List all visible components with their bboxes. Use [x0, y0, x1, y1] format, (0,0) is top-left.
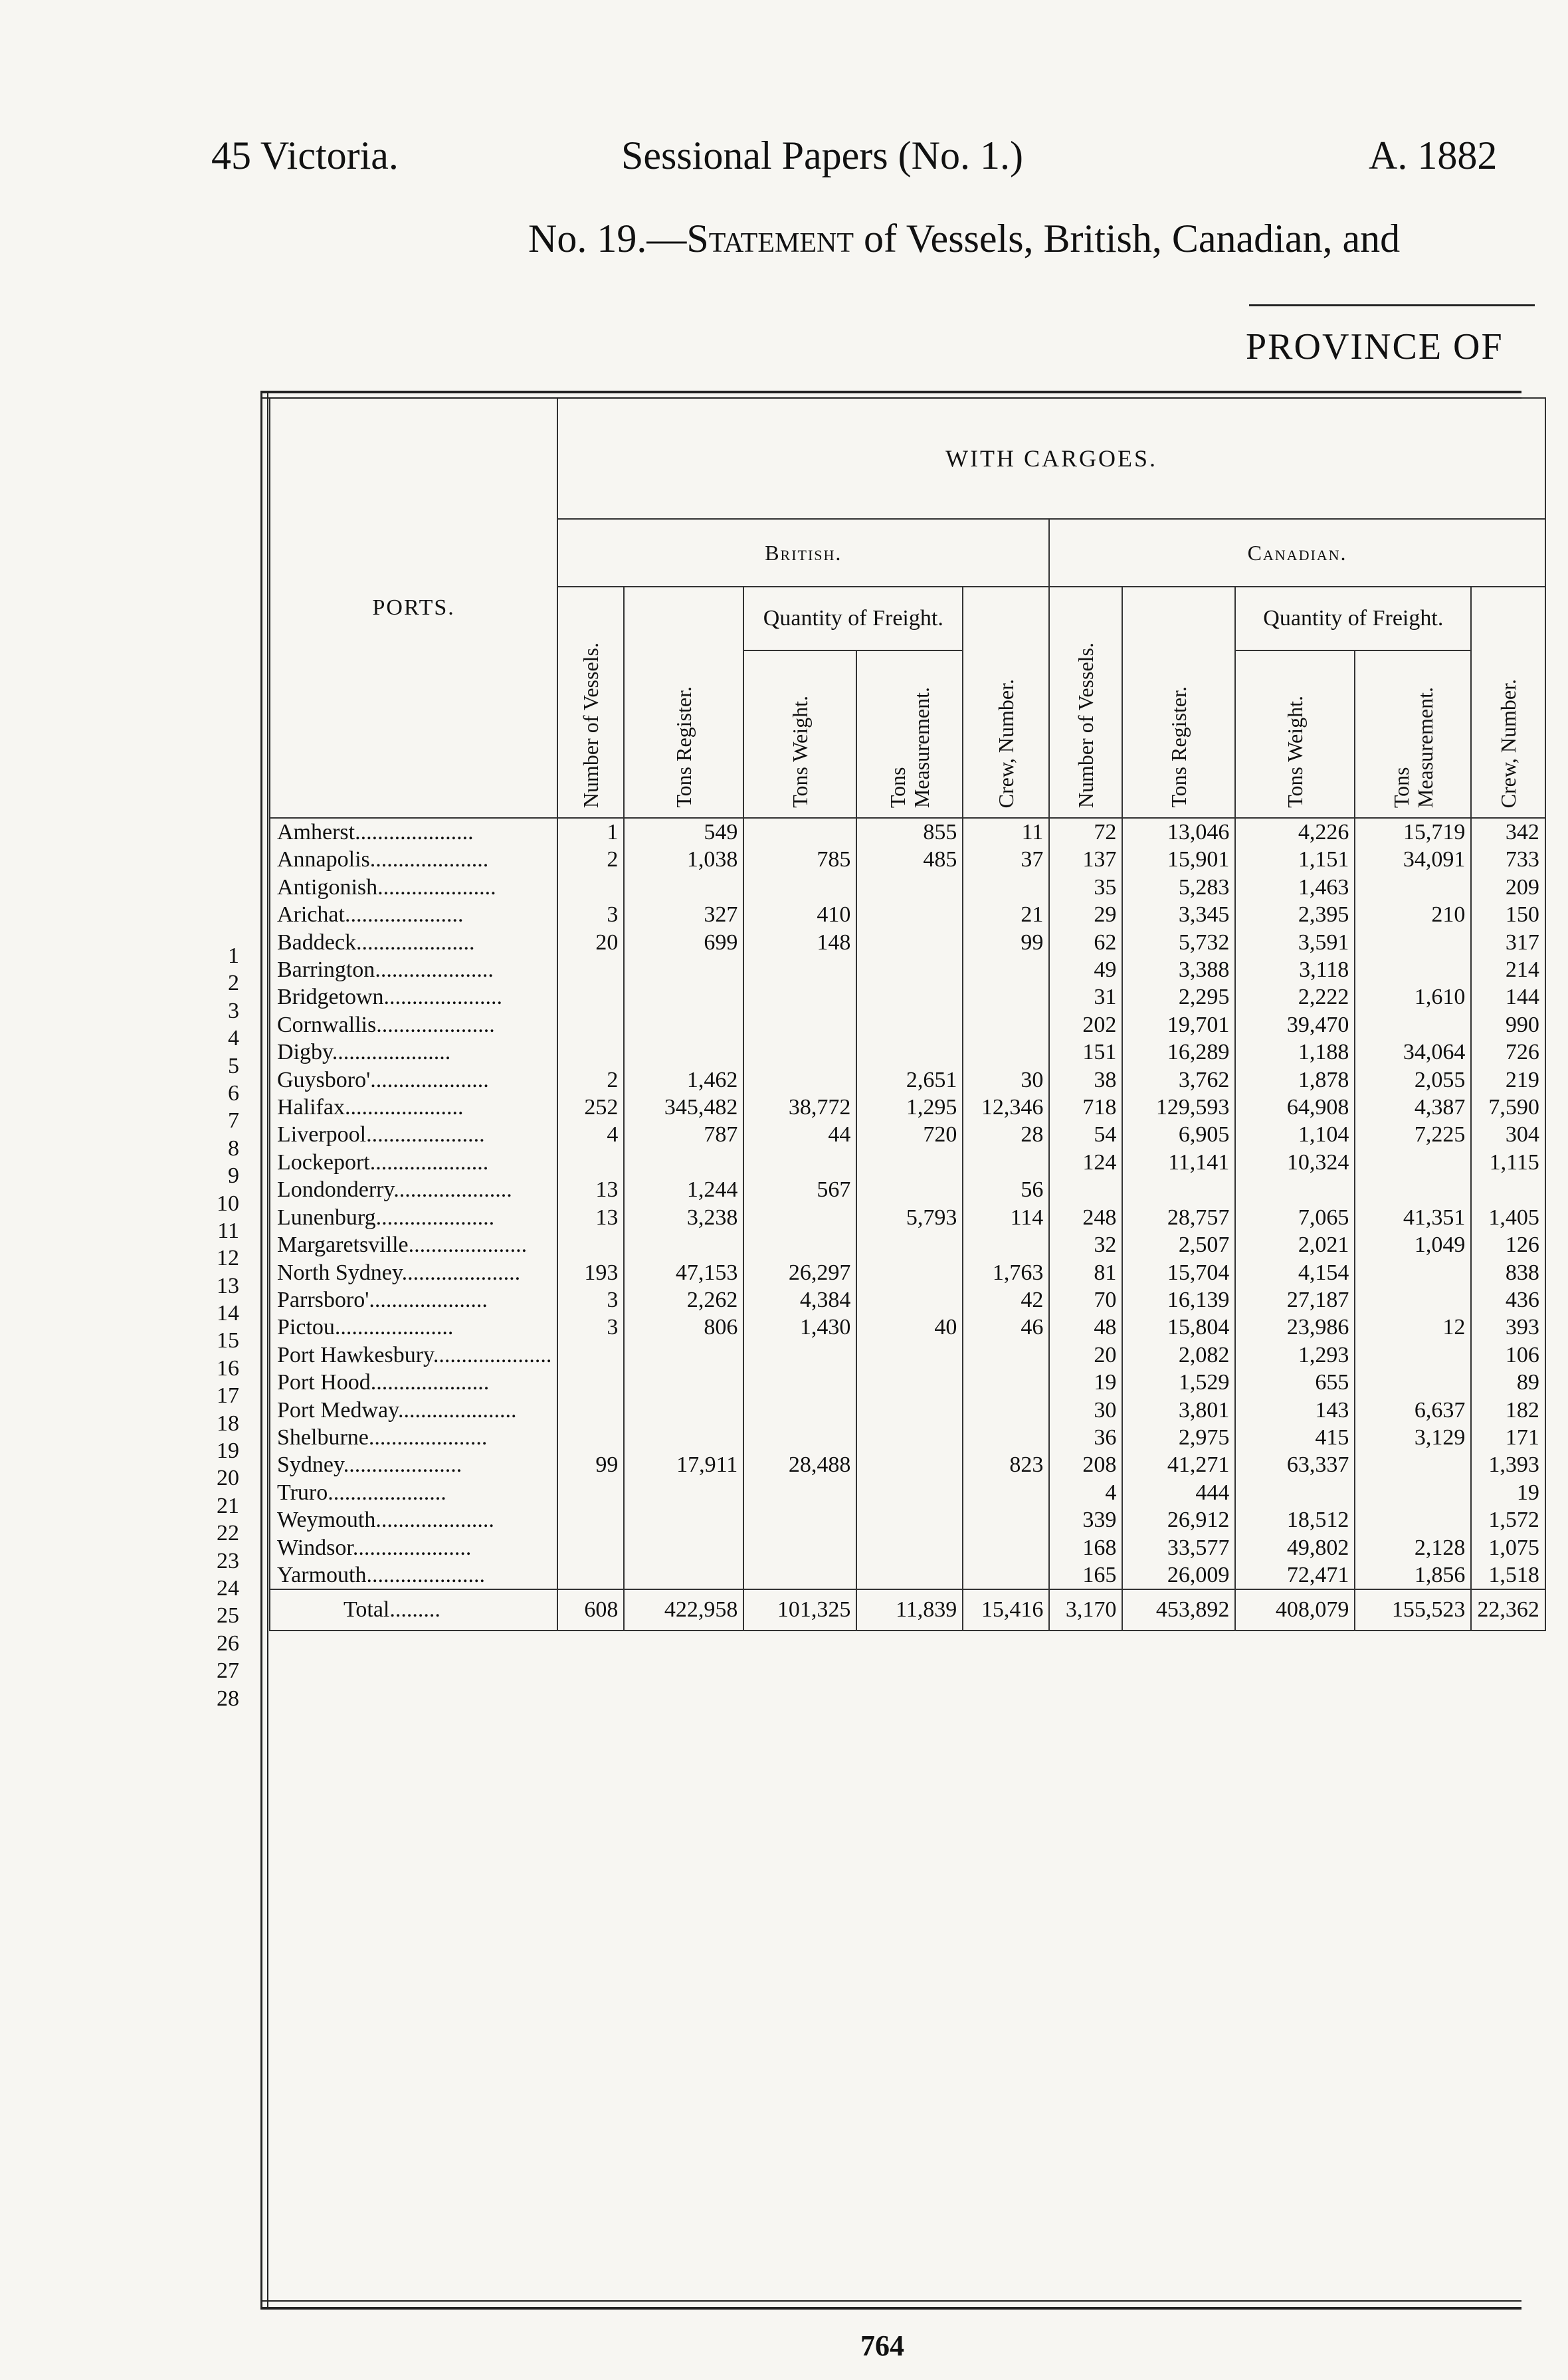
cell-c-weight: 1,188 [1235, 1039, 1355, 1066]
with-cargoes-header: WITH CARGOES. [557, 398, 1545, 519]
statement-word: Statement [686, 217, 854, 260]
table-frame [260, 391, 1521, 2310]
cell-c-weight: 1,151 [1235, 846, 1355, 873]
cell-b-measure: 485 [856, 846, 963, 873]
cell-c-crew: 209 [1471, 874, 1545, 901]
cell-c-tons: 444 [1122, 1479, 1235, 1506]
cell-b-measure: 720 [856, 1121, 963, 1148]
cell-c-weight: 1,463 [1235, 874, 1355, 901]
port-name: Parrsboro'..................... [270, 1286, 557, 1314]
line-number: 7 [228, 1108, 239, 1134]
total-b-tons: 422,958 [624, 1589, 743, 1631]
line-number: 20 [217, 1466, 239, 1491]
cell-b-vessels: 3 [557, 1286, 624, 1314]
cell-b-vessels: 2 [557, 1066, 624, 1094]
cell-b-vessels: 252 [557, 1094, 624, 1121]
cell-c-crew: 1,393 [1471, 1451, 1545, 1478]
cell-b-weight: 38,772 [743, 1094, 856, 1121]
port-name: North Sydney..................... [270, 1259, 557, 1286]
line-number: 5 [228, 1053, 239, 1078]
cell-b-vessels: 13 [557, 1176, 624, 1203]
port-name: Sydney..................... [270, 1451, 557, 1478]
cell-c-weight: 655 [1235, 1369, 1355, 1396]
cell-b-crew: 11 [963, 818, 1049, 846]
col-b-vessels: Number of Vessels. [557, 587, 624, 818]
cell-c-weight: 49,802 [1235, 1534, 1355, 1561]
cell-b-tons: 1,244 [624, 1176, 743, 1203]
cell-c-crew: 171 [1471, 1424, 1545, 1451]
line-number: 10 [217, 1191, 239, 1216]
cell-c-vessels: 20 [1049, 1341, 1122, 1369]
cell-c-vessels: 168 [1049, 1534, 1122, 1561]
cell-c-vessels: 49 [1049, 956, 1122, 983]
cell-c-crew: 726 [1471, 1039, 1545, 1066]
cell-c-weight: 72,471 [1235, 1561, 1355, 1589]
cell-b-crew: 99 [963, 929, 1049, 956]
cell-c-tons: 33,577 [1122, 1534, 1235, 1561]
cell-b-weight: 1,430 [743, 1314, 856, 1341]
cell-b-weight: 785 [743, 846, 856, 873]
cell-c-vessels: 72 [1049, 818, 1122, 846]
cell-c-crew: 393 [1471, 1314, 1545, 1341]
cell-c-tons: 2,975 [1122, 1424, 1235, 1451]
cell-c-tons: 28,757 [1122, 1204, 1235, 1231]
cell-c-tons: 26,009 [1122, 1561, 1235, 1589]
port-name: Londonderry..................... [270, 1176, 557, 1203]
cell-c-weight: 2,395 [1235, 901, 1355, 928]
line-number: 21 [217, 1493, 239, 1518]
line-number: 13 [217, 1273, 239, 1298]
cell-c-tons: 2,295 [1122, 983, 1235, 1011]
cell-c-vessels: 54 [1049, 1121, 1122, 1148]
ports-header: PORTS. [270, 398, 557, 818]
cell-c-tons: 2,082 [1122, 1341, 1235, 1369]
cell-c-crew: 214 [1471, 956, 1545, 983]
cell-c-tons: 13,046 [1122, 818, 1235, 846]
header-center: Sessional Papers (No. 1.) [621, 134, 1023, 177]
cell-c-measure: 7,225 [1355, 1121, 1471, 1148]
cell-b-tons: 47,153 [624, 1259, 743, 1286]
cell-b-tons: 327 [624, 901, 743, 928]
cell-c-vessels: 339 [1049, 1506, 1122, 1534]
cell-c-weight: 3,591 [1235, 929, 1355, 956]
cell-c-vessels: 62 [1049, 929, 1122, 956]
cell-b-tons: 2,262 [624, 1286, 743, 1314]
cell-b-tons: 806 [624, 1314, 743, 1341]
line-number: 25 [217, 1603, 239, 1629]
cell-c-weight: 39,470 [1235, 1011, 1355, 1039]
col-b-crew: Crew, Number. [963, 587, 1049, 818]
cell-c-vessels: 29 [1049, 901, 1122, 928]
cell-c-weight: 143 [1235, 1397, 1355, 1424]
cell-c-weight: 23,986 [1235, 1314, 1355, 1341]
line-number: 4 [228, 1026, 239, 1051]
cell-b-measure: 1,295 [856, 1094, 963, 1121]
cell-c-tons: 6,905 [1122, 1121, 1235, 1148]
cell-b-tons: 549 [624, 818, 743, 846]
cell-c-vessels: 4 [1049, 1479, 1122, 1506]
port-name: Amherst..................... [270, 818, 557, 846]
cell-b-tons: 1,038 [624, 846, 743, 873]
cell-c-crew: 304 [1471, 1121, 1545, 1148]
cell-c-measure: 41,351 [1355, 1204, 1471, 1231]
cell-c-weight: 63,337 [1235, 1451, 1355, 1478]
cell-b-tons: 17,911 [624, 1451, 743, 1478]
frame-left-rule [260, 391, 262, 2310]
cell-c-vessels: 19 [1049, 1369, 1122, 1396]
cell-c-crew: 1,572 [1471, 1506, 1545, 1534]
cell-b-vessels: 2 [557, 846, 624, 873]
port-name: Port Hood..................... [270, 1369, 557, 1396]
cell-c-measure: 2,055 [1355, 1066, 1471, 1094]
port-name: Port Hawkesbury..................... [270, 1341, 557, 1369]
line-number: 18 [217, 1411, 239, 1436]
cell-c-crew: 733 [1471, 846, 1545, 873]
cell-c-crew: 89 [1471, 1369, 1545, 1396]
total-b-measure: 11,839 [856, 1589, 963, 1631]
cell-c-vessels: 124 [1049, 1149, 1122, 1176]
canadian-header: Canadian. [1049, 519, 1545, 587]
total-b-weight: 101,325 [743, 1589, 856, 1631]
cell-b-vessels: 3 [557, 901, 624, 928]
cell-b-measure: 5,793 [856, 1204, 963, 1231]
port-name: Port Medway..................... [270, 1397, 557, 1424]
cell-c-tons: 3,801 [1122, 1397, 1235, 1424]
cell-b-measure: 40 [856, 1314, 963, 1341]
cell-c-weight: 1,104 [1235, 1121, 1355, 1148]
total-c-measure: 155,523 [1355, 1589, 1471, 1631]
col-c-crew: Crew, Number. [1471, 587, 1545, 818]
col-b-tons-measure: Tons Measurement. [856, 650, 963, 818]
cell-c-measure: 6,637 [1355, 1397, 1471, 1424]
col-b-tons-weight: Tons Weight. [743, 650, 856, 818]
cell-b-vessels: 193 [557, 1259, 624, 1286]
cell-b-crew: 56 [963, 1176, 1049, 1203]
line-number: 23 [217, 1548, 239, 1573]
cell-b-weight: 567 [743, 1176, 856, 1203]
port-name: Yarmouth..................... [270, 1561, 557, 1589]
cell-c-tons: 41,271 [1122, 1451, 1235, 1478]
cell-b-tons: 1,462 [624, 1066, 743, 1094]
cell-c-weight: 4,226 [1235, 818, 1355, 846]
total-c-weight: 408,079 [1235, 1589, 1355, 1631]
cell-c-tons: 3,388 [1122, 956, 1235, 983]
province-rule [1249, 304, 1535, 306]
cell-b-vessels: 4 [557, 1121, 624, 1148]
col-c-quantity: Quantity of Freight. [1235, 587, 1471, 650]
cell-c-crew: 19 [1471, 1479, 1545, 1506]
cell-c-tons: 15,901 [1122, 846, 1235, 873]
port-name: Lockeport..................... [270, 1149, 557, 1176]
cell-c-measure: 2,128 [1355, 1534, 1471, 1561]
cell-b-vessels: 1 [557, 818, 624, 846]
frame-left-rule-inner [267, 391, 268, 2310]
cell-b-measure: 2,651 [856, 1066, 963, 1094]
line-number: 26 [217, 1631, 239, 1656]
port-name: Annapolis..................... [270, 846, 557, 873]
cell-c-measure: 1,610 [1355, 983, 1471, 1011]
cell-b-tons: 3,238 [624, 1204, 743, 1231]
line-numbers [199, 942, 239, 1712]
cell-c-weight: 18,512 [1235, 1506, 1355, 1534]
cell-c-crew: 1,405 [1471, 1204, 1545, 1231]
port-name: Truro..................... [270, 1479, 557, 1506]
cell-c-crew: 126 [1471, 1231, 1545, 1258]
cell-b-tons: 699 [624, 929, 743, 956]
cell-b-crew: 42 [963, 1286, 1049, 1314]
port-name: Antigonish..................... [270, 874, 557, 901]
cell-c-vessels: 38 [1049, 1066, 1122, 1094]
cell-b-weight: 44 [743, 1121, 856, 1148]
cell-b-crew: 1,763 [963, 1259, 1049, 1286]
cell-c-measure: 1,049 [1355, 1231, 1471, 1258]
cell-b-weight: 28,488 [743, 1451, 856, 1478]
cell-c-crew: 219 [1471, 1066, 1545, 1094]
cell-c-measure: 1,856 [1355, 1561, 1471, 1589]
cell-c-measure: 12 [1355, 1314, 1471, 1341]
cell-c-crew: 317 [1471, 929, 1545, 956]
cell-b-weight: 4,384 [743, 1286, 856, 1314]
port-name: Halifax..................... [270, 1094, 557, 1121]
cell-b-crew: 37 [963, 846, 1049, 873]
cell-c-vessels: 35 [1049, 874, 1122, 901]
port-name: Margaretsville..................... [270, 1231, 557, 1258]
cell-c-vessels: 202 [1049, 1011, 1122, 1039]
cell-c-tons: 19,701 [1122, 1011, 1235, 1039]
cell-b-weight: 26,297 [743, 1259, 856, 1286]
frame-bottom-rule [260, 2307, 1521, 2310]
cell-c-measure: 34,091 [1355, 846, 1471, 873]
line-number: 28 [217, 1686, 239, 1711]
total-c-crew: 22,362 [1471, 1589, 1545, 1631]
cell-c-crew: 1,075 [1471, 1534, 1545, 1561]
cell-b-vessels: 99 [557, 1451, 624, 1478]
cell-c-weight: 7,065 [1235, 1204, 1355, 1231]
line-number: 15 [217, 1328, 239, 1353]
cell-c-crew: 1,115 [1471, 1149, 1545, 1176]
col-b-tons-register: Tons Register. [624, 587, 743, 818]
line-number: 16 [217, 1355, 239, 1381]
col-c-tons-measure: Tons Measurement. [1355, 650, 1471, 818]
port-name: Digby..................... [270, 1039, 557, 1066]
british-header: British. [557, 519, 1049, 587]
cell-c-vessels: 48 [1049, 1314, 1122, 1341]
cell-c-tons: 11,141 [1122, 1149, 1235, 1176]
cell-c-measure: 210 [1355, 901, 1471, 928]
port-name: Shelburne..................... [270, 1424, 557, 1451]
cell-b-vessels: 20 [557, 929, 624, 956]
cell-b-weight: 410 [743, 901, 856, 928]
cell-c-vessels: 137 [1049, 846, 1122, 873]
col-b-quantity: Quantity of Freight. [743, 587, 963, 650]
cell-c-weight: 2,021 [1235, 1231, 1355, 1258]
cell-c-vessels: 36 [1049, 1424, 1122, 1451]
line-number: 17 [217, 1383, 239, 1409]
statement-rest: of Vessels, British, Canadian, and [853, 217, 1401, 260]
cell-c-tons: 2,507 [1122, 1231, 1235, 1258]
col-c-vessels: Number of Vessels. [1049, 587, 1122, 818]
cell-c-crew: 342 [1471, 818, 1545, 846]
statement-title [528, 216, 1400, 262]
cell-b-crew: 114 [963, 1204, 1049, 1231]
line-number: 11 [217, 1218, 239, 1243]
line-number: 19 [217, 1438, 239, 1464]
cell-c-measure: 15,719 [1355, 818, 1471, 846]
cell-c-measure: 34,064 [1355, 1039, 1471, 1066]
port-name: Lunenburg..................... [270, 1204, 557, 1231]
frame-top-rule-inner [260, 397, 1521, 399]
cell-c-vessels: 81 [1049, 1259, 1122, 1286]
line-number: 9 [228, 1163, 239, 1189]
cell-b-measure: 855 [856, 818, 963, 846]
col-c-tons-register: Tons Register. [1122, 587, 1235, 818]
cell-c-vessels: 32 [1049, 1231, 1122, 1258]
cell-b-vessels: 3 [557, 1314, 624, 1341]
cell-b-vessels: 13 [557, 1204, 624, 1231]
cell-c-weight: 4,154 [1235, 1259, 1355, 1286]
line-number: 12 [217, 1246, 239, 1271]
port-name: Cornwallis..................... [270, 1011, 557, 1039]
line-number: 3 [228, 998, 239, 1023]
cell-c-tons: 5,732 [1122, 929, 1235, 956]
cell-b-crew: 823 [963, 1451, 1049, 1478]
cell-c-weight: 10,324 [1235, 1149, 1355, 1176]
cell-c-vessels: 151 [1049, 1039, 1122, 1066]
cell-b-crew: 46 [963, 1314, 1049, 1341]
cell-c-weight: 1,293 [1235, 1341, 1355, 1369]
cell-c-crew: 838 [1471, 1259, 1545, 1286]
cell-c-crew: 7,590 [1471, 1094, 1545, 1121]
cell-c-tons: 1,529 [1122, 1369, 1235, 1396]
cell-b-crew: 21 [963, 901, 1049, 928]
cell-b-crew: 30 [963, 1066, 1049, 1094]
cell-c-crew: 144 [1471, 983, 1545, 1011]
header-right: A. 1882 [1369, 134, 1498, 177]
cell-c-crew: 1,518 [1471, 1561, 1545, 1589]
header-left: 45 Victoria. [211, 134, 399, 177]
cell-c-crew: 436 [1471, 1286, 1545, 1314]
cell-c-vessels: 208 [1049, 1451, 1122, 1478]
cell-c-tons: 129,593 [1122, 1094, 1235, 1121]
cell-b-crew: 12,346 [963, 1094, 1049, 1121]
line-number: 27 [217, 1658, 239, 1684]
port-name: Liverpool..................... [270, 1121, 557, 1148]
cell-c-weight: 64,908 [1235, 1094, 1355, 1121]
port-name: Barrington..................... [270, 956, 557, 983]
cell-c-tons: 3,762 [1122, 1066, 1235, 1094]
cell-c-tons: 16,139 [1122, 1286, 1235, 1314]
cell-c-weight: 27,187 [1235, 1286, 1355, 1314]
page-number: 764 [860, 2330, 904, 2362]
cell-b-tons: 345,482 [624, 1094, 743, 1121]
cell-c-crew: 990 [1471, 1011, 1545, 1039]
cell-c-vessels: 718 [1049, 1094, 1122, 1121]
cell-b-weight: 148 [743, 929, 856, 956]
port-name: Windsor..................... [270, 1534, 557, 1561]
cell-c-tons: 15,704 [1122, 1259, 1235, 1286]
cell-c-weight: 1,878 [1235, 1066, 1355, 1094]
cell-c-measure: 3,129 [1355, 1424, 1471, 1451]
cell-c-tons: 3,345 [1122, 901, 1235, 928]
port-name: Weymouth..................... [270, 1506, 557, 1534]
port-name: Baddeck..................... [270, 929, 557, 956]
cell-c-tons: 15,804 [1122, 1314, 1235, 1341]
line-number: 14 [217, 1301, 239, 1326]
cell-c-vessels: 248 [1049, 1204, 1122, 1231]
total-c-vessels: 3,170 [1049, 1589, 1122, 1631]
line-number: 6 [228, 1080, 239, 1106]
cell-c-crew: 106 [1471, 1341, 1545, 1369]
cell-c-crew: 182 [1471, 1397, 1545, 1424]
line-number: 24 [217, 1575, 239, 1601]
statement-number: No. 19.— [528, 217, 687, 260]
line-number: 8 [228, 1136, 239, 1161]
port-name: Guysboro'..................... [270, 1066, 557, 1094]
total-label: Total......... [270, 1589, 557, 1631]
frame-top-rule [260, 391, 1521, 393]
total-b-vessels: 608 [557, 1589, 624, 1631]
line-number: 22 [217, 1521, 239, 1546]
cell-c-weight: 3,118 [1235, 956, 1355, 983]
cell-c-measure: 4,387 [1355, 1094, 1471, 1121]
cell-c-tons: 5,283 [1122, 874, 1235, 901]
cell-b-tons: 787 [624, 1121, 743, 1148]
col-c-tons-weight: Tons Weight. [1235, 650, 1355, 818]
cell-c-weight: 415 [1235, 1424, 1355, 1451]
total-b-crew: 15,416 [963, 1589, 1049, 1631]
cell-c-tons: 26,912 [1122, 1506, 1235, 1534]
total-c-tons: 453,892 [1122, 1589, 1235, 1631]
province-heading: PROVINCE OF [1246, 326, 1504, 367]
port-name: Bridgetown..................... [270, 983, 557, 1011]
cell-c-vessels: 31 [1049, 983, 1122, 1011]
cell-c-vessels: 30 [1049, 1397, 1122, 1424]
port-name: Arichat..................... [270, 901, 557, 928]
cell-c-tons: 16,289 [1122, 1039, 1235, 1066]
cell-b-crew: 28 [963, 1121, 1049, 1148]
frame-bottom-rule-inner [260, 2300, 1521, 2302]
cell-c-vessels: 165 [1049, 1561, 1122, 1589]
cell-c-crew: 150 [1471, 901, 1545, 928]
line-number: 2 [228, 971, 239, 996]
cell-c-vessels: 70 [1049, 1286, 1122, 1314]
cell-c-weight: 2,222 [1235, 983, 1355, 1011]
port-name: Pictou..................... [270, 1314, 557, 1341]
line-number: 1 [228, 943, 239, 968]
